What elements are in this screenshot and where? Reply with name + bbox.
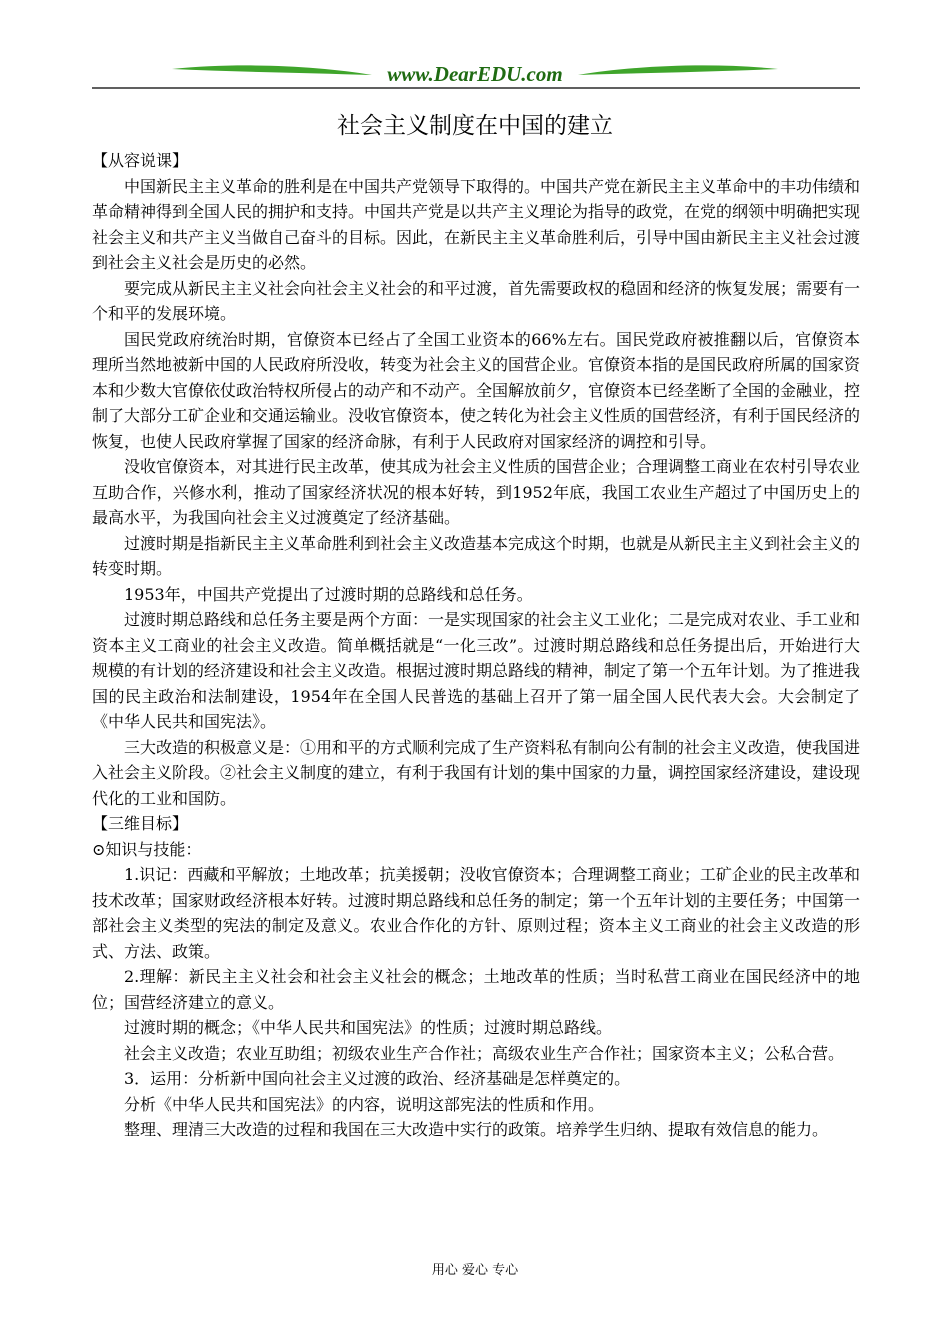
paragraph: 过渡时期总路线和总任务主要是两个方面：一是实现国家的社会主义工业化；二是完成对农业、手工业和资本主义工商业的社会主义改造。简单概括就是“一化三改”。过渡时期总路线和总任务提出后，开始进行大规模的有计划的经济建设和社会主义改造。根据过渡时期总路线的精神，制定了第一个五年计划。为了推进我国的民主政治和法制建设，1954年在全国人民普选的基础上召开了第一届全国人民代表大会。大会制定了《中华人民共和国宪法》。 — [92, 610, 861, 731]
paragraph: 1953年，中国共产党提出了过渡时期的总路线和总任务。 — [124, 584, 533, 604]
paragraph: 过渡时期是指新民主主义革命胜利到社会主义改造基本完成这个时期，也就是从新民主主义到社会主义的转变时期。 — [92, 533, 861, 578]
paragraph: 三大改造的积极意义是：①用和平的方式顺利完成了生产资料私有制向公有制的社会主义改造，使我国进入社会主义阶段。②社会主义制度的建立，有利于我国有计划的集中国家的力量，调控国家经济建设，建设现代化的工业和国防。 — [92, 737, 861, 808]
paragraph: 过渡时期的概念；《中华人民共和国宪法》的性质；过渡时期总路线。 — [124, 1018, 613, 1037]
paragraph: 要完成从新民主主义社会向社会主义社会的和平过渡，首先需要政权的稳固和经济的恢复发展；需要有一个和平的发展环境。 — [92, 278, 861, 323]
left-leaf-icon — [172, 65, 372, 75]
subheading-knowledge-skills: ⊙知识与技能： — [92, 839, 202, 859]
paragraph: 中国新民主主义革命的胜利是在中国共产党领导下取得的。中国共产党在新民主主义革命中的丰功伟绩和革命精神得到全国人民的拥护和支持。中国共产党是以共产主义理论为指导的政党，在党的纲领中明确把实现社会主义和共产主义当做自己奋斗的目标。因此，在新民主主义革命胜利后，引导中国由新民主主义社会过渡到社会主义社会是历史的必然。 — [92, 176, 861, 272]
document-body — [92, 148, 860, 1143]
page-footer: 用心 爱心 专心 — [431, 1263, 519, 1278]
paragraph: 没收官僚资本，对其进行民主改革，使其成为社会主义性质的国营企业；合理调整工商业在农村引导农业互助合作，兴修水利，推动了国家经济状况的根本好转，到1952年底，我国工农业生产超过了中国历史上的最高水平，为我国向社会主义过渡奠定了经济基础。 — [92, 457, 861, 527]
site-url-text: www.DearEDU.com — [387, 62, 563, 86]
page-title: 社会主义制度在中国的建立 — [337, 113, 613, 139]
paragraph: 分析《中华人民共和国宪法》的内容，说明这部宪法的性质和作用。 — [124, 1094, 605, 1114]
section-heading-three-goals: 【三维目标】 — [92, 814, 189, 833]
paragraph: 3．运用：分析新中国向社会主义过渡的政治、经济基础是怎样奠定的。 — [124, 1069, 631, 1088]
site-header-banner — [0, 58, 950, 92]
section-heading-lesson-talk: 【从容说课】 — [92, 151, 189, 170]
paragraph: 1.识记：西藏和平解放；土地改革；抗美援朝；没收官僚资本；合理调整工商业；工矿企业的民主改革和技术改革；国家财政经济根本好转。过渡时期总路线和总任务的制定；第一个五年计划的主要任务；中国第一部社会主义类型的宪法的制定及意义。农业合作化的方针、原则过程；资本主义工商业的社会主义改造的形式、方法、政策。 — [92, 865, 861, 961]
right-leaf-icon — [578, 65, 778, 75]
paragraph: 整理、理清三大改造的过程和我国在三大改造中实行的政策。培养学生归纳、提取有效信息的能力。 — [124, 1120, 829, 1139]
paragraph: 2.理解：新民主主义社会和社会主义社会的概念；土地改革的性质；当时私营工商业在国民经济中的地位；国营经济建立的意义。 — [92, 967, 860, 1012]
paragraph: 社会主义改造；农业互助组；初级农业生产合作社；高级农业生产合作社；国家资本主义；公私合营。 — [124, 1043, 845, 1063]
paragraph: 国民党政府统治时期，官僚资本已经占了全国工业资本的66%左右。国民党政府被推翻以后，官僚资本理所当然地被新中国的人民政府所没收，转变为社会主义的国营企业。官僚资本指的是国民政府所属的国家资本和少数大官僚依仗政治特权所侵占的动产和不动产。全国解放前夕，官僚资本已经垄断了全国的金融业，控制了大部分工矿企业和交通运输业。没收官僚资本，使之转化为社会主义性质的国营经济，有利于国民经济的恢复，也使人民政府掌握了国家的经济命脉，有利于人民政府对国家经济的调控和引导。 — [92, 329, 861, 451]
leaf-swoosh-logo — [0, 58, 950, 92]
